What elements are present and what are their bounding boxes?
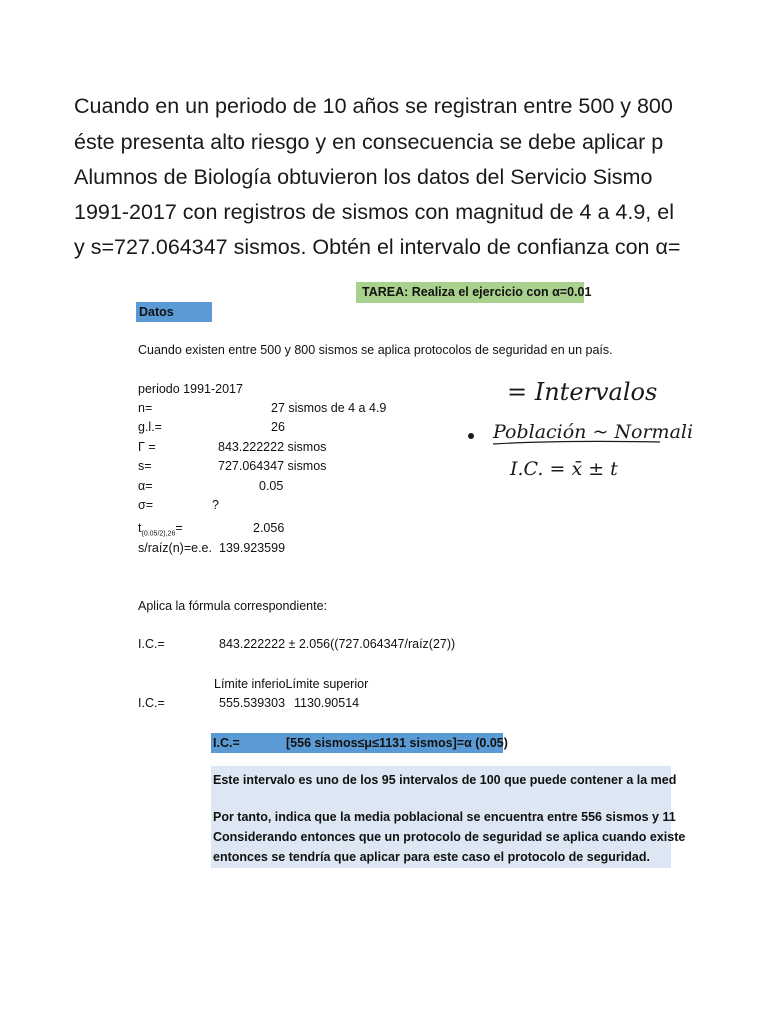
datos-header: Datos xyxy=(136,302,212,322)
t-subscript: (0.05/2),26 xyxy=(141,530,176,538)
mean-label: Γ = xyxy=(138,440,156,454)
intro-line-4: 1991-2017 con registros de sismos con magnitud de 4 a 4.9, el xyxy=(74,200,674,224)
alpha-value: 0.05 xyxy=(259,479,284,493)
t-critical-value: 2.056 xyxy=(253,521,285,535)
sigma-label: σ= xyxy=(138,498,154,512)
handwritten-notes xyxy=(455,370,694,495)
handwriting-line-1: = Intervalos xyxy=(507,378,658,406)
tarea-banner: TAREA: Realiza el ejercicio con α=0.01 xyxy=(356,282,584,303)
handwriting-line-2: Población ~ Normali xyxy=(493,421,694,443)
gl-label: g.l.= xyxy=(138,420,162,434)
ic-upper-limit: 1130.90514 xyxy=(294,696,360,710)
gl-value: 26 xyxy=(271,420,285,434)
ic-result-band xyxy=(211,733,508,753)
limits-header: Límite inferioLímite superior xyxy=(214,677,369,691)
ee-value: 139.923599 xyxy=(219,541,286,555)
alpha-label: α= xyxy=(138,479,153,493)
bullet-dot-icon xyxy=(468,433,474,439)
conclusion-line-1: Este intervalo es uno de los 95 intervalos de 100 que puede contener a la med xyxy=(213,773,677,787)
sigma-value: ? xyxy=(212,498,219,512)
mean-value: 843.222222 sismos xyxy=(218,440,327,454)
intro-line-3: Alumnos de Biología obtuvieron los datos del Servicio Sismo xyxy=(74,165,653,189)
ic-limits-label: I.C.= xyxy=(138,696,165,710)
s-label: s= xyxy=(138,459,152,473)
formula-intro: Aplica la fórmula correspondiente: xyxy=(138,599,327,613)
conclusion-line-2: Por tanto, indica que la media poblacional se encuentra entre 556 sismos y 11 xyxy=(213,810,676,824)
ic-result-label: I.C.= xyxy=(213,736,240,750)
t-equals: = xyxy=(175,521,183,535)
t-critical-label xyxy=(138,521,183,538)
ic-formula-label: I.C.= xyxy=(138,637,165,651)
n-value: 27 sismos de 4 a 4.9 xyxy=(271,401,387,415)
ee-label: s/raíz(n)=e.e. xyxy=(138,541,212,555)
conclusion-box xyxy=(211,766,686,868)
conclusion-line-3: Considerando entonces que un protocolo de seguridad se aplica cuando existe xyxy=(213,830,686,844)
intro-line-2: éste presenta alto riesgo y en consecuencia se debe aplicar p xyxy=(74,130,664,154)
conclusion-line-4: entonces se tendría que aplicar para este caso el protocolo de seguridad. xyxy=(213,850,650,864)
ic-lower-limit: 555.539303 xyxy=(219,696,286,710)
problem-statement: Cuando existen entre 500 y 800 sismos se aplica protocolos de seguridad en un país. xyxy=(138,343,613,357)
intro-line-1: Cuando en un periodo de 10 años se registran entre 500 y 800 xyxy=(74,94,673,118)
handwriting-line-3: I.C. = x̄ ± t xyxy=(510,458,618,480)
handwriting-drawing xyxy=(455,370,694,490)
ic-result-value: [556 sismos≤μ≤1131 sismos]=α (0.05) xyxy=(286,736,508,750)
intro-line-5: y s=727.064347 sismos. Obtén el intervalo de confianza con α= xyxy=(74,235,681,259)
periodo-label: periodo 1991-2017 xyxy=(138,382,243,396)
t-symbol: t xyxy=(138,521,142,535)
s-value: 727.064347 sismos xyxy=(218,459,327,473)
n-label: n= xyxy=(138,401,153,415)
ic-formula-value: 843.222222 ± 2.056((727.064347/raíz(27)) xyxy=(219,637,456,651)
